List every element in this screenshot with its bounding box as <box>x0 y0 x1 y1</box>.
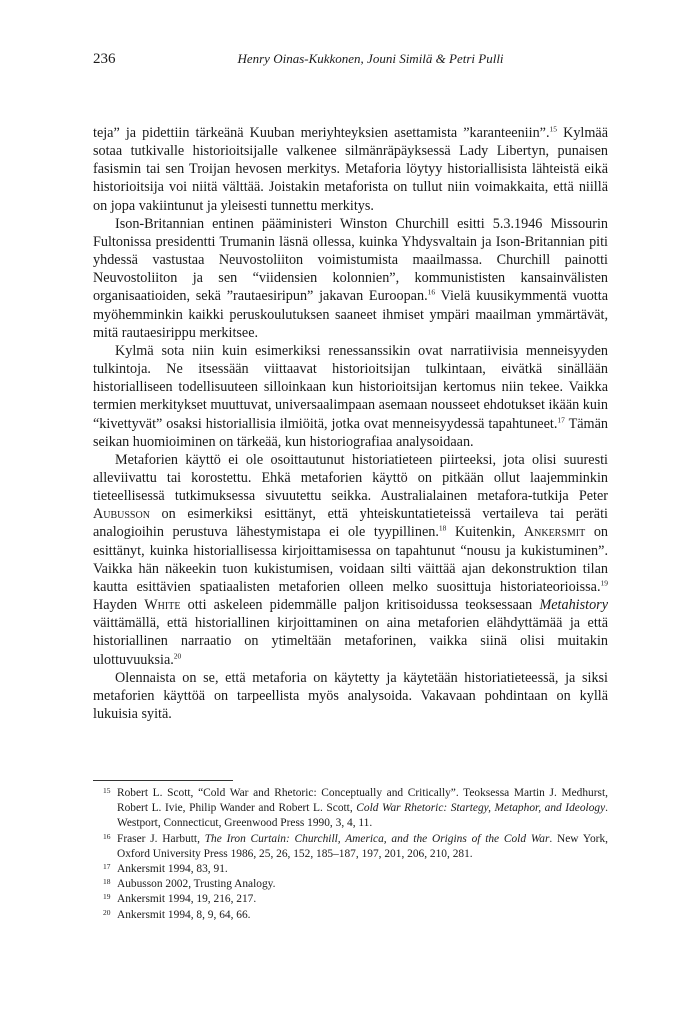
footnote-17 <box>93 862 608 877</box>
footnote-number: 18 <box>103 877 111 887</box>
paragraph-3: Kylmä sota niin kuin esimerkiksi renessanssikin ovat narratiivisia menneisyyden tulkintoja. Ne itsessään viittaavat historioitsijan tulkintaan, eivätkä sinällään historialliseen todellisuuteen silloinkaan kun historioitsijan kertomus niin tekee. Vaikka termien merkitykset muuttuvat, universaalimpaan asemaan nousseet ehdotukset ikään kuin “kivettyvät” osaksi historiallisia ilmiöitä, jotka ovat menneisyydessä tapahtuneet.$^{17}$ Tämän seikan huomioiminen on tärkeää, kun historiografiaa analysoidaan. <box>93 342 608 450</box>
paragraph-1: teja” ja pidettiin tärkeänä Kuuban meriyhteyksien asettamista ”karanteeniin”.$^{15}$ Kylmää sotaa tutkivalle historioitsijalle valkenee silmänräpäyksessä Lady Libertyn, punaisen fasismin tai sen Troijan hevosen merkitys. Metaforia löytyy historiallisista lähteistä eikä historioitsija voi niitä välttää. Joistakin metaforista on tullut niin voimakkaita, että niillä on jopa vakiintunut ja yleisesti tunnettu merkitys. <box>93 124 608 214</box>
footnote-number: 20 <box>103 907 111 917</box>
footnote-number: 16 <box>103 831 111 841</box>
footnote-18 <box>93 877 608 892</box>
page-header <box>93 50 608 70</box>
footnote-number: 19 <box>103 892 111 902</box>
running-head: Henry Oinas-Kukkonen, Jouni Similä & Petri Pulli <box>237 51 504 66</box>
footnote-15 <box>93 786 608 832</box>
footnote-text: Ankersmit 1994, 83, 91. <box>117 863 228 876</box>
footnote-divider <box>93 780 233 781</box>
footnote-20 <box>93 908 608 923</box>
footnote-text: Aubusson 2002, Trusting Analogy. <box>117 878 276 891</box>
footnote-text: Robert L. Scott, “Cold War and Rhetoric: Conceptually and Critically”. Teoksessa Martin J. Medhurst, Robert L. Ivie, Philip Wander and Robert L. Scott, Cold War Rhetoric: Startegy, Metaphor, and Ideology. Westport, Connecticut, Greenwood Press 1990, 3, 4, 11. <box>117 787 608 830</box>
footnote-number: 15 <box>103 786 111 795</box>
paragraph-4: Metaforien käyttö ei ole osoittautunut historiatieteen piirteeksi, jota olisi suuresti alleviivattu tai korostettu. Ehkä metaforien käyttö on pitkään ollut laajemminkin tieteellisessä tutkimuksessa sivuutettu seikka. Australialainen metafora-tutkija Peter Aubusson on esimerkiksi esittänyt, että yhteiskuntatieteissä vertaileva tai peräti analogioihin perustuva lähestymistapa ei ole tyypillinen.$^{18}$ Kuitenkin, Ankersmit on esittänyt, kuinka historiallisessa kirjoittamisessa on tapahtunut “nousu ja kukistuminen”. Vaikka hän näkeekin tuon kukistumisen, voidaan silti väittää ajan dekonstruktion tilan kautta esittävien spatiaalisten metaforien olleen melko suosittuja historiateorioissa.$^{19}$ Hayden White otti askeleen pidemmälle paljon kritisoidussa teoksessaan Metahistory väittämällä, että historiallinen kirjoittaminen on aina metaforien elähdyttämää ja että historiallinen narraatio on ytimeltään metaforinen, vaikka siinä olisi muitakin ulottuvuuksia.$^{20}$ <box>93 451 609 668</box>
footnote-text: Ankersmit 1994, 19, 216, 217. <box>117 893 257 906</box>
paragraph-5: Olennaista on se, että metaforia on käytetty ja käytetään historiatieteessä, ja siksi metaforien käyttöä on tarpeellista myös analysoida. Vakavaan pohdintaan on kyllä lukuisia syitä. <box>93 669 608 722</box>
footnote-text: Ankersmit 1994, 8, 9, 64, 66. <box>117 908 251 921</box>
page-number: 236 <box>93 51 116 67</box>
footnote-number: 17 <box>103 862 111 872</box>
footnote-text: Fraser J. Harbutt, The Iron Curtain: Churchill, America, and the Origins of the Cold War. New York, Oxford University Press 1986, 25, 26, 152, 185–187, 197, 201, 206, 210, 281. <box>117 832 608 860</box>
footnotes <box>93 786 608 923</box>
paragraph-2: Ison-Britannian entinen pääministeri Winston Churchill esitti 5.3.1946 Missourin Fultonissa presidentti Trumanin läsnä ollessa, kuinka Yhdysvaltain ja Ison-Britannian piti yhdessä vastustaa Neuvostoliiton voimistumista maailmassa. Churchill painotti Neuvostoliiton ja sen “viidensien kolonnien”, kommunististen kansainvälisten organisaatioiden, sekä ”rautaesiripun” jakavan Euroopan.$^{16}$ Vielä kuusikymmentä vuotta myöhemminkin kaikki peruskoulutuksen saaneet ihmiset ympäri maailman ymmärtävät, mitä rautaesirippu merkitsee. <box>93 215 608 341</box>
footnote-19 <box>93 892 608 907</box>
footnote-16 <box>93 832 608 862</box>
body-text <box>93 124 608 723</box>
